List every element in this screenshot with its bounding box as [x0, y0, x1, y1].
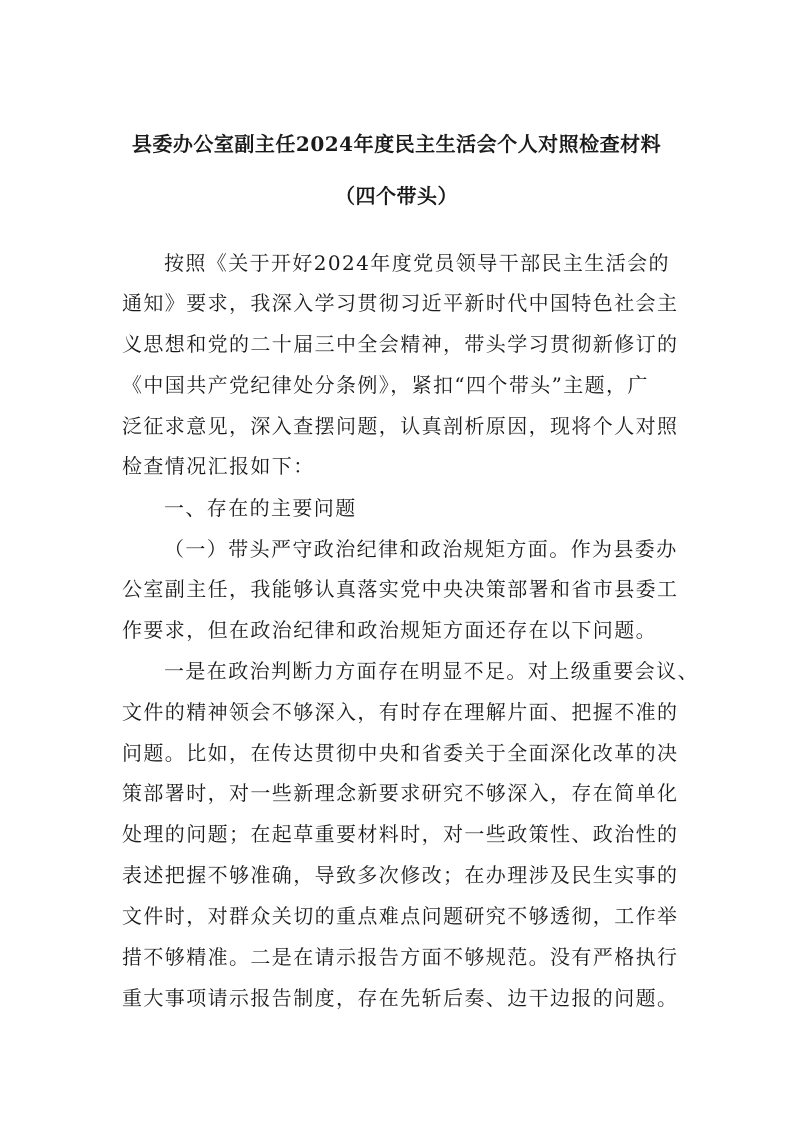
- body-line: 通知》要求，我深入学习贯彻习近平新时代中国特色社会主: [122, 291, 679, 315]
- body-line: 策部署时，对一些新理念新要求研究不够深入，存在简单化: [122, 781, 679, 805]
- body-line: 问题。比如，在传达贯彻中央和省委关于全面深化改革的决: [122, 741, 679, 765]
- body-line: 《中国共产党纪律处分条例》，紧扣“四个带头”主题，广: [122, 373, 649, 397]
- body-line: 重大事项请示报告制度，存在先斩后奏、边干边报的问题。: [122, 986, 679, 1010]
- body-line: （一）带头严守政治纪律和政治规矩方面。作为县委办: [164, 537, 678, 561]
- body-line: 处理的问题；在起草重要材料时，对一些政策性、政治性的: [122, 822, 679, 846]
- document-title: 县委办公室副主任2024年度民主生活会个人对照检查材料: [131, 132, 662, 156]
- body-line: 检查情况汇报如下：: [122, 454, 315, 478]
- body-line: 泛征求意见，深入查摆问题，认真剖析原因，现将个人对照: [122, 414, 679, 438]
- body-line: 措不够精准。二是在请示报告方面不够规范。没有严格执行: [122, 945, 679, 969]
- body-line: 公室副主任，我能够认真落实党中央决策部署和省市县委工: [122, 577, 679, 601]
- body-line: 一是在政治判断力方面存在明显不足。对上级重要会议、: [164, 659, 699, 683]
- body-line: 义思想和党的二十届三中全会精神，带头学习贯彻新修订的: [122, 332, 679, 356]
- body-line: 按照《关于开好2024年度党员领导干部民主生活会的: [164, 251, 670, 275]
- document-subtitle: （四个带头）: [335, 184, 458, 208]
- body-line: 文件的精神领会不够深入，有时存在理解片面、把握不准的: [122, 700, 679, 724]
- section-heading: 一、存在的主要问题: [164, 496, 357, 520]
- body-line: 作要求，但在政治纪律和政治规矩方面还存在以下问题。: [122, 618, 657, 642]
- body-line: 表述把握不够准确，导致多次修改；在办理涉及民生实事的: [122, 863, 679, 887]
- body-line: 文件时，对群众关切的重点难点问题研究不够透彻，工作举: [122, 904, 679, 928]
